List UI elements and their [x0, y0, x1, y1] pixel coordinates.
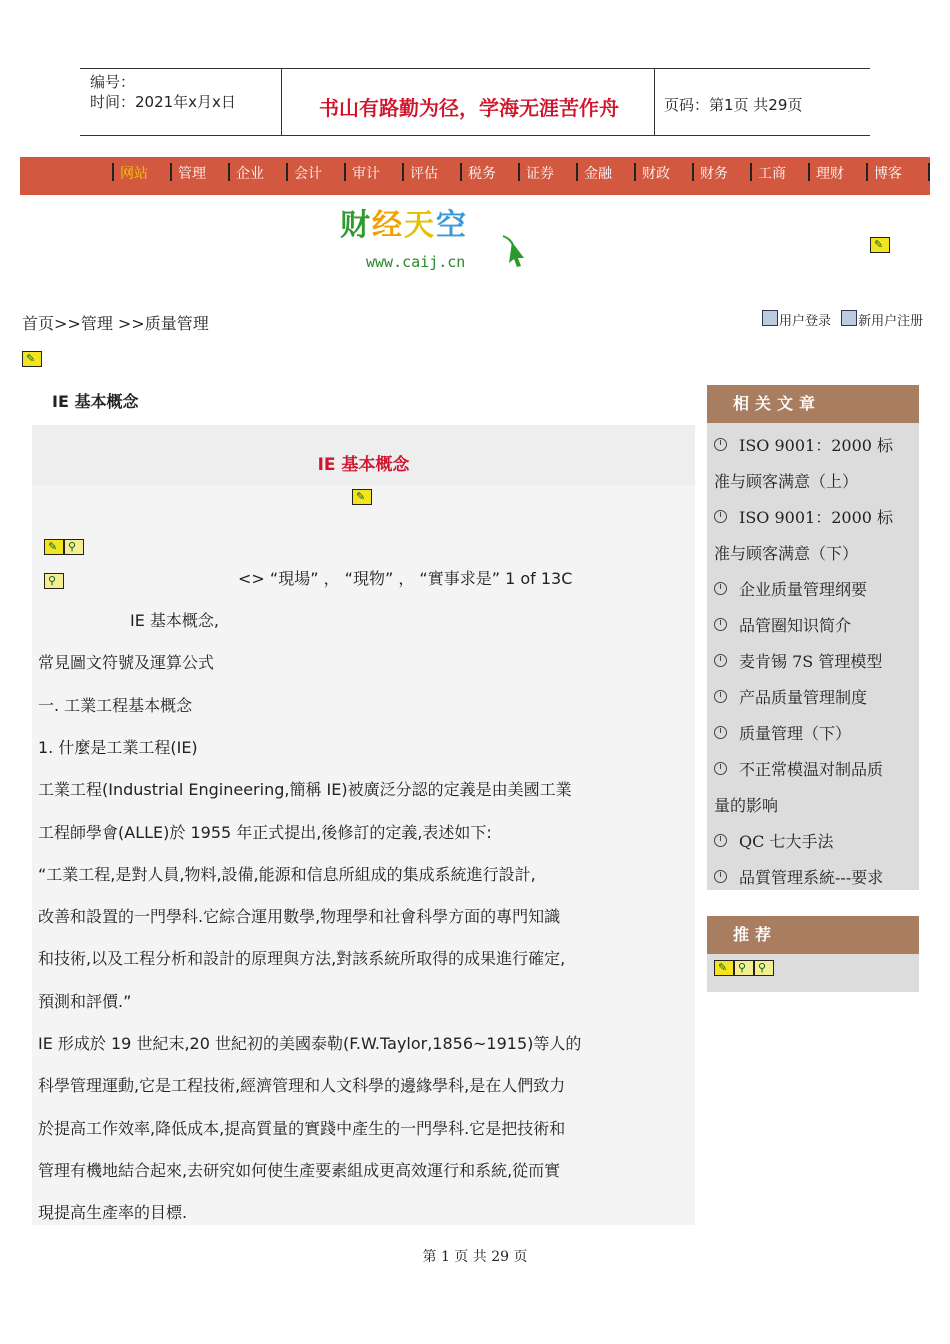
clock-icon [714, 690, 727, 703]
nav-item[interactable]: 企业 [226, 163, 284, 183]
related-article-link[interactable] [714, 680, 912, 716]
header-bottom-rule [80, 135, 870, 136]
article-meta: <> “現場” ， “現物” ， “實事求是” 1 of 13C [238, 569, 573, 588]
logo-char: 财 [340, 208, 372, 243]
pencil-icon[interactable]: ✎ [870, 234, 890, 253]
article-line: 管理有機地結合起來,去研究如何使生產要素組成更高效運行和系統,從而實 [38, 1161, 561, 1180]
page-info: 页码：第1页 共29页 [664, 96, 803, 114]
clock-icon [714, 582, 727, 595]
logo-char: 经 [372, 208, 404, 243]
register-icon [841, 310, 857, 326]
register-link[interactable]: 新用户注册 [858, 314, 924, 329]
logo-char: 空 [436, 208, 468, 243]
header-top-rule [80, 68, 870, 69]
related-article-title: 产品质量管理制度 [739, 688, 868, 707]
related-heading: 相关文章 [707, 385, 919, 423]
user-icon [762, 310, 778, 326]
related-article-title: QC 七大手法 [739, 832, 834, 851]
attachment-icon[interactable]: ⚲ [734, 960, 754, 976]
related-article-title-cont: 准与顾客满意（下） [714, 544, 859, 563]
page-footer: 第 1 页 共 29 页 [422, 1249, 528, 1265]
related-article-title: 麦肯锡 7S 管理模型 [739, 652, 883, 671]
recommend-heading: 推荐 [707, 916, 919, 954]
header-meta [90, 72, 236, 112]
pencil-icon[interactable]: ✎ [22, 348, 42, 367]
article-line: 科學管理運動,它是工程技術,經濟管理和人文科學的邊緣學科,是在人們致力 [38, 1076, 566, 1095]
related-article-link[interactable] [714, 608, 912, 644]
related-article-link[interactable] [714, 716, 912, 752]
article-line: IE 基本概念, [130, 611, 220, 630]
related-article-link[interactable] [714, 752, 912, 824]
time-label: 时间：2021年x月x日 [90, 93, 236, 111]
clock-icon [714, 870, 727, 883]
article-line: 和技術,以及工程分析和設計的原理與方法,對該系統所取得的成果進行確定, [38, 949, 566, 968]
clock-icon [714, 726, 727, 739]
pencil-icon[interactable]: ✎ [714, 960, 734, 976]
logo-wordmark [340, 200, 468, 244]
clock-icon [714, 618, 727, 631]
logo-url: www.caij.cn [366, 253, 466, 271]
nav-item[interactable]: 税务 [458, 163, 516, 183]
related-article-title: 不正常模温对制品质 [739, 760, 884, 779]
article-line: 改善和設置的一門學科.它綜合運用數學,物理學和社會科學方面的專門知識 [38, 907, 561, 926]
article-line: “工業工程,是對人員,物料,設備,能源和信息所組成的集成系統進行設計, [38, 865, 536, 884]
nav-item[interactable]: 审计 [342, 163, 400, 183]
article-line: 常見圖文符號及運算公式 [38, 653, 215, 672]
sidebar-spacer [707, 890, 919, 916]
code-label: 编号： [90, 73, 136, 91]
nav-menu [110, 163, 922, 183]
sidebar-blank [707, 992, 919, 1225]
nav-item[interactable]: 财政 [632, 163, 690, 183]
related-article-title: 品質管理系統---要求 [739, 868, 884, 887]
related-article-title: ISO 9001：2000 标 [739, 436, 894, 455]
clock-icon [714, 438, 727, 451]
article-line: 工業工程(Industrial Engineering,簡稱 IE)被廣泛分認的定義是由美國工業 [38, 780, 572, 799]
header-divider [281, 68, 282, 136]
clock-icon [714, 834, 727, 847]
nav-item[interactable]: 管理 [168, 163, 226, 183]
clock-icon [714, 510, 727, 523]
motto: 书山有路勤为径，学海无涯苦作舟 [319, 96, 619, 120]
article-line: 1. 什麼是工業工程(IE) [38, 738, 198, 757]
nav-item[interactable]: 会计 [284, 163, 342, 183]
clock-icon [714, 654, 727, 667]
article-line: 預測和評價.” [38, 992, 132, 1011]
related-list [714, 428, 912, 896]
attachment-icon[interactable]: ⚲ [754, 960, 774, 976]
nav-item[interactable]: 金融 [574, 163, 632, 183]
article-line: 於提高工作效率,降低成本,提高質量的實踐中產生的一門學科.它是把技術和 [38, 1119, 566, 1138]
article-line: 一. 工業工程基本概念 [38, 696, 193, 715]
nav-item[interactable]: 网站 [110, 163, 168, 183]
user-links [762, 310, 923, 329]
article-line: 工程師學會(ALLE)於 1955 年正式提出,後修訂的定義,表述如下: [38, 823, 492, 842]
related-article-title: ISO 9001：2000 标 [739, 508, 894, 527]
pencil-icon[interactable]: ✎ [352, 486, 372, 505]
article-title: IE 基本概念 [317, 455, 410, 475]
attachment-icon[interactable]: ⚲ [44, 570, 64, 589]
nav-item[interactable]: 财务 [690, 163, 748, 183]
logo-char: 天 [404, 208, 436, 243]
nav-item[interactable]: 评估 [400, 163, 458, 183]
related-article-title-cont: 准与顾客满意（上） [714, 472, 859, 491]
related-article-link[interactable] [714, 824, 912, 860]
related-article-title: 品管圈知识简介 [739, 616, 852, 635]
nav-divider [928, 163, 930, 181]
related-article-title: 企业质量管理纲要 [739, 580, 868, 599]
article-heading: IE 基本概念 [52, 392, 139, 411]
related-article-link[interactable] [714, 428, 912, 500]
clock-icon [714, 762, 727, 775]
related-article-link[interactable] [714, 500, 912, 572]
related-article-link[interactable] [714, 644, 912, 680]
nav-item[interactable]: 证券 [516, 163, 574, 183]
related-article-title: 质量管理（下） [739, 724, 852, 743]
recommend-icons [714, 957, 774, 976]
icon-group [44, 536, 84, 555]
breadcrumb[interactable]: 首页>>管理 >>质量管理 [22, 314, 209, 333]
article-line: IE 形成於 19 世紀末,20 世紀初的美國泰勒(F.W.Taylor,1856~1915)等人的 [38, 1034, 582, 1053]
related-article-link[interactable] [714, 572, 912, 608]
related-article-title-cont: 量的影响 [714, 796, 779, 815]
nav-item[interactable]: 博客 [864, 163, 922, 183]
pencil-icon[interactable]: ✎ [44, 539, 64, 555]
login-link[interactable]: 用户登录 [779, 314, 832, 329]
nav-item[interactable]: 理财 [806, 163, 864, 183]
attachment-icon[interactable]: ⚲ [64, 539, 84, 555]
article-line: 現提高生產率的目標. [38, 1203, 188, 1222]
nav-item[interactable]: 工商 [748, 163, 806, 183]
